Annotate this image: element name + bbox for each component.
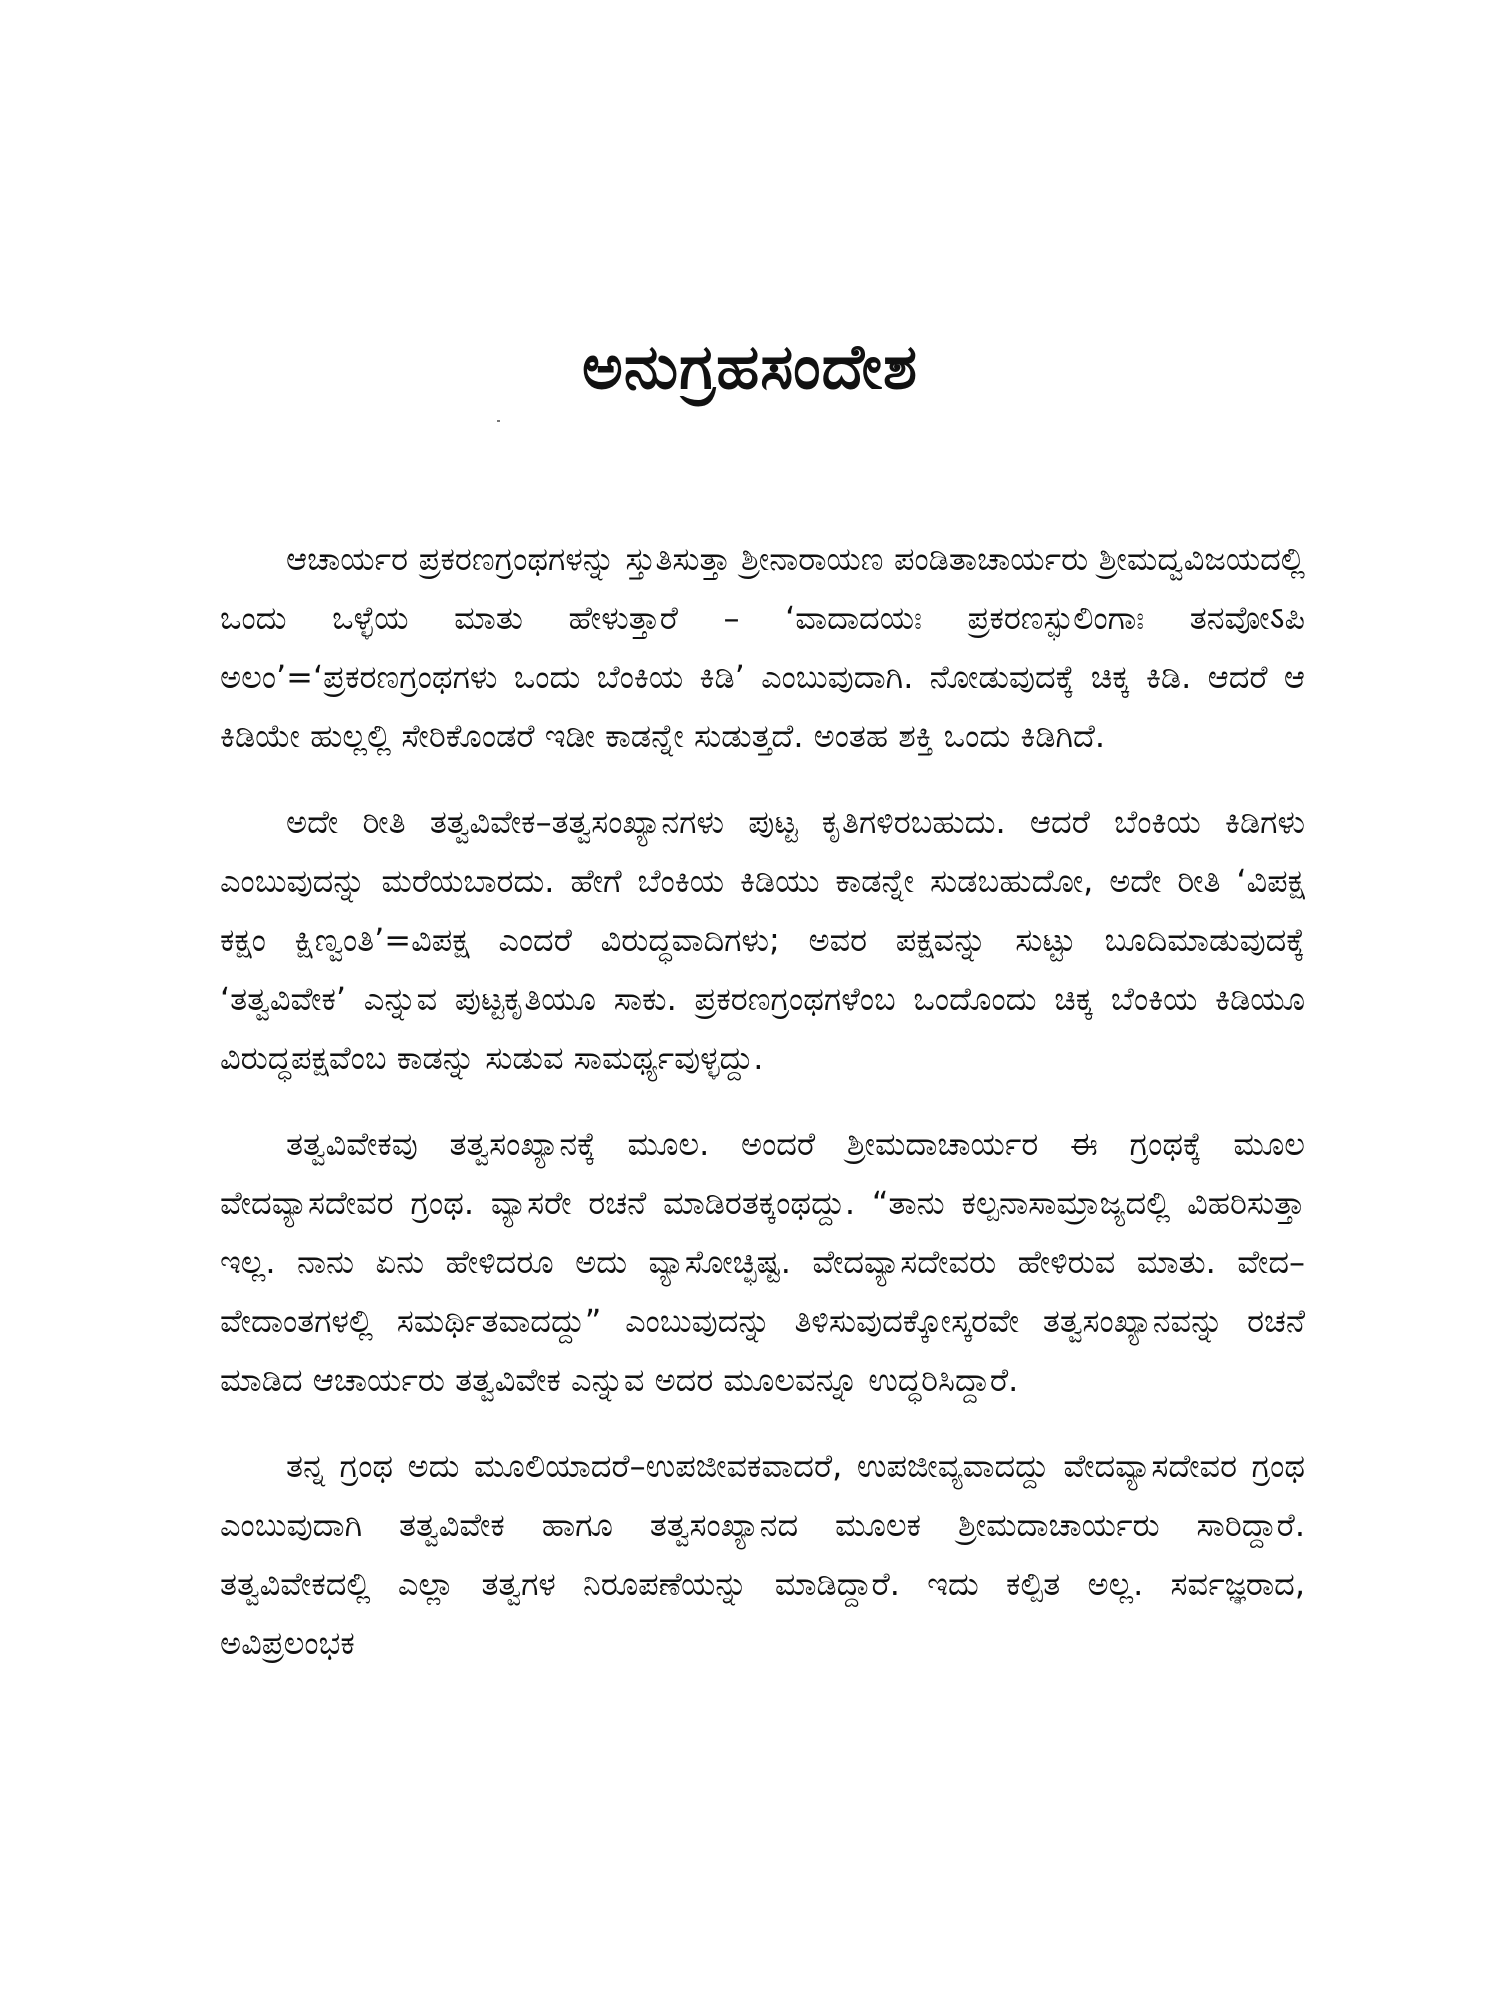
paragraph-3: ತತ್ವವಿವೇಕವು ತತ್ವಸಂಖ್ಯಾನಕ್ಕೆ ಮೂಲ. ಅಂದರೆ ಶ್ರೀಮದಾಚಾರ್ಯರ ಈ ಗ್ರಂಥಕ್ಕೆ ಮೂಲ ವೇದವ್ಯಾಸದೇವರ ಗ್ರಂಥ. ವ್ಯಾಸರೇ ರಚನೆ ಮಾಡಿರತಕ್ಕಂಥದ್ದು. “ತಾನು ಕಲ್ಪನಾಸಾಮ್ರಾಜ್ಯದಲ್ಲಿ ವಿಹರಿಸುತ್ತಾ ಇಲ್ಲ. ನಾನು ಏನು ಹೇಳಿದರೂ ಅದು ವ್ಯಾಸೋಚ್ಛಿಷ್ಟ. ವೇದವ್ಯಾಸದೇವರು ಹೇಳಿರುವ ಮಾತು. ವೇದ–ವೇದಾಂತಗಳಲ್ಲಿ ಸಮರ್ಥಿತವಾದದ್ದು” ಎಂಬುವುದನ್ನು ತಿಳಿಸುವುದಕ್ಕೋಸ್ಕರವೇ ತತ್ವಸಂಖ್ಯಾನವನ್ನು ರಚನೆ ಮಾಡಿದ ಆಚಾರ್ಯರು ತತ್ವವಿವೇಕ ಎನ್ನುವ ಅದರ ಮೂಲವನ್ನೂ ಉದ್ಧರಿಸಿದ್ದಾರೆ. — [220, 1125, 1305, 1399]
paragraph-2: ಅದೇ ರೀತಿ ತತ್ವವಿವೇಕ–ತತ್ವಸಂಖ್ಯಾನಗಳು ಪುಟ್ಟ ಕೃತಿಗಳಿರಬಹುದು. ಆದರೆ ಬೆಂಕಿಯ ಕಿಡಿಗಳು ಎಂಬುವುದನ್ನು ಮರೆಯಬಾರದು. ಹೇಗೆ ಬೆಂಕಿಯ ಕಿಡಿಯು ಕಾಡನ್ನೇ ಸುಡಬಹುದೋ, ಅದೇ ರೀತಿ ‘ವಿಪಕ್ಷ ಕಕ್ಷಂ ಕ್ಷಿಣ್ವಂತಿ’=ವಿಪಕ್ಷ ಎಂದರೆ ವಿರುದ್ಧವಾದಿಗಳು; ಅವರ ಪಕ್ಷವನ್ನು ಸುಟ್ಟು ಬೂದಿಮಾಡುವುದಕ್ಕೆ ‘ತತ್ವವಿವೇಕ’ ಎನ್ನುವ ಪುಟ್ಟಕೃತಿಯೂ ಸಾಕು. ಪ್ರಕರಣಗ್ರಂಥಗಳೆಂಬ ಒಂದೊಂದು ಚಿಕ್ಕ ಬೆಂಕಿಯ ಕಿಡಿಯೂ ವಿರುದ್ಧಪಕ್ಷವೆಂಬ ಕಾಡನ್ನು ಸುಡುವ ಸಾಮರ್ಥ್ಯವುಳ್ಳದ್ದು. — [220, 803, 1305, 1077]
body-text — [220, 530, 1305, 1673]
scan-speck — [497, 420, 500, 422]
paragraph-4: ತನ್ನ ಗ್ರಂಥ ಅದು ಮೂಲಿಯಾದರೆ–ಉಪಜೀವಕವಾದರೆ, ಉಪಜೀವ್ಯವಾದದ್ದು ವೇದವ್ಯಾಸದೇವರ ಗ್ರಂಥ ಎಂಬುವುದಾಗಿ ತತ್ವವಿವೇಕ ಹಾಗೂ ತತ್ವಸಂಖ್ಯಾನದ ಮೂಲಕ ಶ್ರೀಮದಾಚಾರ್ಯರು ಸಾರಿದ್ದಾರೆ. ತತ್ವವಿವೇಕದಲ್ಲಿ ಎಲ್ಲಾ ತತ್ವಗಳ ನಿರೂಪಣೆಯನ್ನು ಮಾಡಿದ್ದಾರೆ. ಇದು ಕಲ್ಪಿತ ಅಲ್ಲ. ಸರ್ವಜ್ಞರಾದ, ಅವಿಪ್ರಲಂಭಕ — [220, 1447, 1305, 1662]
page-title: ಅನುಗ್ರಹಸಂದೇಶ — [582, 330, 918, 403]
paragraph-1: ಆಚಾರ್ಯರ ಪ್ರಕರಣಗ್ರಂಥಗಳನ್ನು ಸ್ತುತಿಸುತ್ತಾ ಶ್ರೀನಾರಾಯಣ ಪಂಡಿತಾಚಾರ್ಯರು ಶ್ರೀಮದ್ವವಿಜಯದಲ್ಲಿ ಒಂದು ಒಳ್ಳೆಯ ಮಾತು ಹೇಳುತ್ತಾರೆ – ‘ವಾದಾದಯಃ ಪ್ರಕರಣಸ್ಫುಲಿಂಗಾಃ ತನವೋऽಪಿ ಅಲಂ’=‘ಪ್ರಕರಣಗ್ರಂಥಗಳು ಒಂದು ಬೆಂಕಿಯ ಕಿಡಿ’ ಎಂಬುವುದಾಗಿ. ನೋಡುವುದಕ್ಕೆ ಚಿಕ್ಕ ಕಿಡಿ. ಆದರೆ ಆ ಕಿಡಿಯೇ ಹುಲ್ಲಲ್ಲಿ ಸೇರಿಕೊಂಡರೆ ಇಡೀ ಕಾಡನ್ನೇ ಸುಡುತ್ತದೆ. ಅಂತಹ ಶಕ್ತಿ ಒಂದು ಕಿಡಿಗಿದೆ. — [220, 540, 1305, 755]
